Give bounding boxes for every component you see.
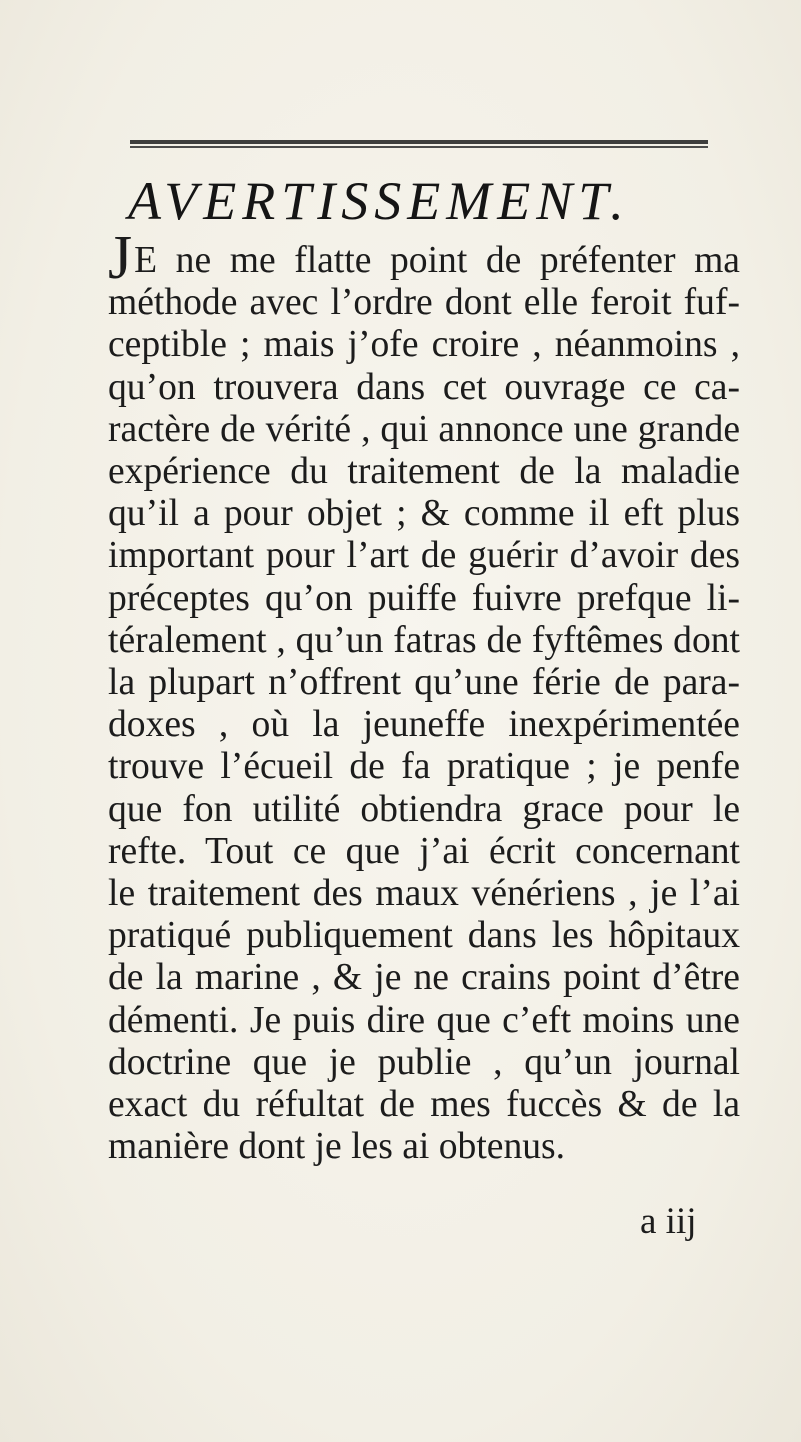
body-text	[108, 224, 740, 1168]
text-line: doxes , où la jeuneffe inexpérimentée	[108, 704, 740, 746]
first-line	[108, 224, 740, 292]
text-line: qu’il a pour objet ; & comme il eft plus	[108, 493, 740, 535]
text-line: exact du réfultat de mes fuccès & de la	[108, 1084, 740, 1126]
text-line-last: manière dont je les ai obtenus.	[108, 1126, 566, 1168]
text-line: de la marine , & je ne crains point d’être	[108, 957, 740, 999]
text-line: téralement , qu’un fatras de fyftêmes dont	[108, 619, 740, 661]
text-line: ractère de vérité , qui annonce une grande	[108, 408, 740, 450]
drop-cap: J	[108, 224, 133, 292]
text-line: trouve l’écueil de fa pratique ; je penfe	[108, 746, 740, 788]
text-line: refte. Tout ce que j’ai écrit concernant	[108, 830, 740, 872]
text-line: le traitement des maux vénériens , je l’ai	[108, 873, 740, 915]
text-line: doctrine que je publie , qu’un journal	[108, 1041, 740, 1083]
text-line: préceptes qu’on puiffe fuivre prefque li-	[108, 577, 740, 619]
text-line: que fon utilité obtiendra grace pour le	[108, 788, 740, 830]
first-line-text: E ne me flatte point de préfenter ma	[134, 240, 740, 281]
text-line: pratiqué publiquement dans les hôpitaux	[108, 915, 740, 957]
text-line: expérience du traitement de la maladie	[108, 451, 740, 493]
text-line: ceptible ; mais j’ofe croire , néanmoins ,	[108, 324, 740, 366]
signature-mark: a iij	[640, 1201, 697, 1242]
header-rule	[130, 140, 708, 150]
text-line: démenti. Je puis dire que c’eft moins une	[108, 999, 740, 1041]
page-title: AVERTISSEMENT.	[128, 171, 630, 231]
text-line: important pour l’art de guérir d’avoir des	[108, 535, 740, 577]
text-line: méthode avec l’ordre dont elle feroit fuf-	[108, 282, 740, 324]
text-line: qu’on trouvera dans cet ouvrage ce ca-	[108, 366, 740, 408]
text-line: la plupart n’offrent qu’une férie de para-	[108, 662, 740, 704]
